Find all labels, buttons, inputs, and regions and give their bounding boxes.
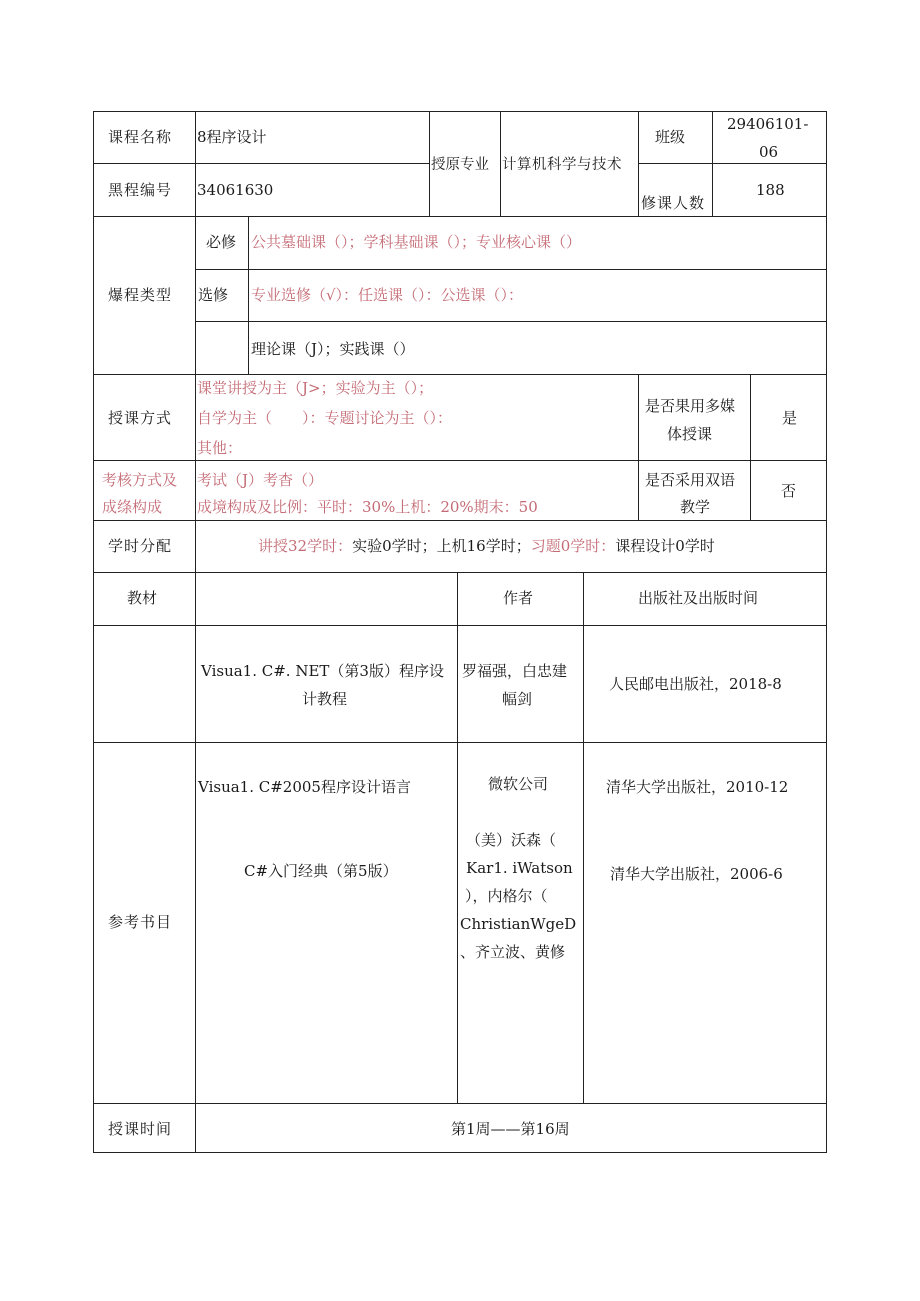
textbook-publisher: 人民邮电出版社，2018-8 (609, 675, 782, 693)
assessment-label-1: 考核方式及 (102, 471, 178, 489)
ref1-publisher: 清华大学出版社，2010-12 (606, 778, 789, 796)
ref1-title: Visua1. C#2005程序设计语言 (198, 778, 411, 796)
theory-practice-value: 理论课（J）；实践课（） (251, 340, 415, 358)
course-type-label: 爆程类型 (108, 286, 173, 304)
course-name-label: 课程名称 (108, 128, 173, 146)
multimedia-value: 是 (782, 409, 798, 427)
teaching-method-label: 授课方式 (108, 409, 173, 427)
teaching-method-line2: 自学为主（ ）：专题讨论为主（）： (197, 409, 453, 427)
course-name-value: 8程序设计 (197, 128, 267, 146)
bilingual-label-1: 是否采用双语 (645, 471, 736, 489)
assessment-line1: 考试（J）考杳（） (197, 471, 324, 489)
ref2-author-4: ChristianWgeD (460, 915, 577, 933)
major-value: 计算机科学与技术 (502, 157, 622, 173)
hours-lab: 实验0学时；上机16学时； (352, 537, 531, 555)
textbook-author-2: 幅剑 (502, 690, 533, 708)
ref2-author-1: （美）沃森（ (466, 831, 557, 849)
students-value: 188 (756, 181, 785, 199)
multimedia-label-2: 体授课 (667, 425, 713, 443)
teaching-method-line3: 其他： (197, 439, 243, 457)
references-label: 参考书目 (108, 913, 173, 931)
assessment-line2: 成境构成及比例：平时：30%上机：20%期末：50 (197, 498, 538, 516)
class-label: 班级 (655, 128, 686, 146)
course-code-label: 黑程编号 (108, 181, 173, 199)
ref2-title: C#入门经典（第5版） (244, 862, 398, 880)
multimedia-label-1: 是否果用多媒 (645, 397, 736, 415)
elective-value: 专业选修（√）：任选课（）：公选课（）： (251, 286, 524, 304)
schedule-value: 第1周——第16周 (451, 1120, 570, 1138)
hours-design: 课程设计0学时 (615, 537, 715, 555)
required-label: 必修 (206, 233, 237, 251)
students-label: 修课人数 (641, 194, 706, 212)
textbook-author-1: 罗福强，白忠建 (462, 662, 568, 680)
course-code-value: 34061630 (197, 181, 274, 199)
ref2-publisher: 清华大学出版社，2006-6 (610, 865, 783, 883)
ref2-author-5: 、齐立波、黄修 (460, 943, 566, 961)
ref2-author-2: Kar1. iWatson (466, 859, 573, 877)
required-value: 公共墓础课（）；学科基础课（）；专业核心课（） (251, 233, 582, 251)
textbook-title-2: 计教程 (302, 690, 348, 708)
author-header: 作者 (503, 589, 534, 607)
textbook-title-1: Visua1. C#. NET（第3版）程序设 (201, 662, 444, 680)
ref2-author-3: ），内格尔（ (465, 887, 548, 905)
bilingual-label-2: 教学 (680, 498, 711, 516)
class-value-line2: 06 (759, 143, 779, 161)
hours-lecture: 讲授32学时： (258, 537, 353, 555)
assessment-label-2: 成绦构成 (102, 498, 163, 516)
bilingual-value: 否 (781, 482, 797, 500)
schedule-label: 授课时间 (108, 1120, 173, 1138)
elective-label: 选修 (198, 286, 229, 304)
hours-value (258, 539, 715, 554)
hours-label: 学时分配 (108, 537, 173, 555)
publisher-header: 出版社及出版时间 (638, 589, 759, 607)
major-label: 授原专业 (431, 157, 489, 173)
class-value-line1: 29406101- (727, 115, 809, 133)
teaching-method-line1: 课堂讲授为主（J>；实验为主（）； (197, 379, 434, 397)
ref1-author: 微软公司 (488, 775, 549, 793)
hours-exercise: 习题0学时： (530, 537, 616, 555)
textbook-label: 教材 (127, 589, 158, 607)
